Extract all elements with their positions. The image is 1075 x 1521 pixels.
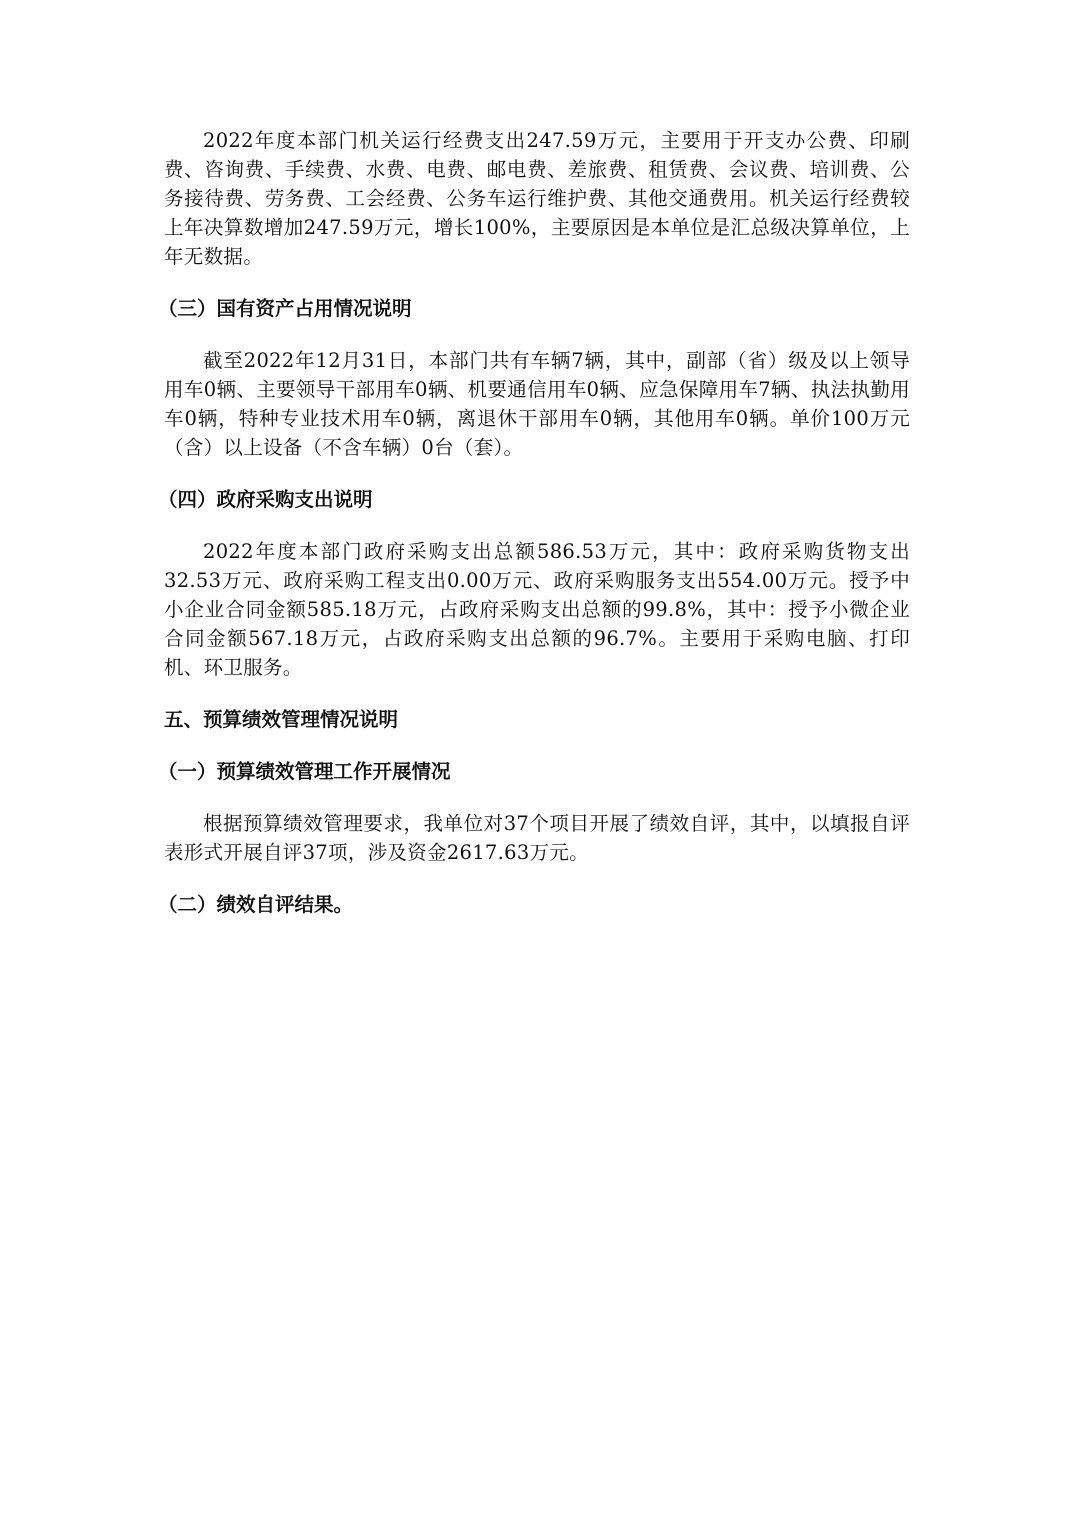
- paragraph-state-assets: 截至2022年12月31日，本部门共有车辆7辆，其中，副部（省）级及以上领导用车0辆、主要领导干部用车0辆、机要通信用车0辆、应急保障用车7辆、执法执勤用车0辆，特种专业技术用车0辆，离退休干部用车0辆，其他用车0辆。单价100万元（含）以上设备（不含车辆）0台（套）。: [164, 349, 910, 459]
- subsection-heading-self-evaluation-results: （二）绩效自评结果。: [158, 893, 354, 916]
- paragraph-operating-expenses: 2022年度本部门机关运行经费支出247.59万元，主要用于开支办公费、印刷费、咨询费、手续费、水费、电费、邮电费、差旅费、租赁费、会议费、培训费、公务接待费、劳务费、工会经费、公务车运行维护费、其他交通费用。机关运行经费较上年决算数增加247.59万元，增长100%，主要原因是本单位是汇总级决算单位，上年无数据。: [164, 129, 910, 268]
- section-heading-state-assets: （三）国有资产占用情况说明: [158, 297, 412, 320]
- paragraph-performance-work: 根据预算绩效管理要求，我单位对37个项目开展了绩效自评，其中，以填报自评表形式开展自评37项，涉及资金2617.63万元。: [164, 812, 910, 864]
- subsection-heading-performance-work: （一）预算绩效管理工作开展情况: [158, 760, 451, 783]
- section-heading-performance-management: 五、预算绩效管理情况说明: [164, 708, 399, 731]
- document-body: [158, 126, 910, 919]
- paragraph-government-procurement: 2022年度本部门政府采购支出总额586.53万元，其中：政府采购货物支出32.53万元、政府采购工程支出0.00万元、政府采购服务支出554.00万元。授予中小企业合同金额585.18万元，占政府采购支出总额的99.8%，其中：授予小微企业合同金额567.18万元，占政府采购支出总额的96.7%。主要用于采购电脑、打印机、环卫服务。: [164, 540, 910, 679]
- section-heading-government-procurement: （四）政府采购支出说明: [158, 488, 373, 511]
